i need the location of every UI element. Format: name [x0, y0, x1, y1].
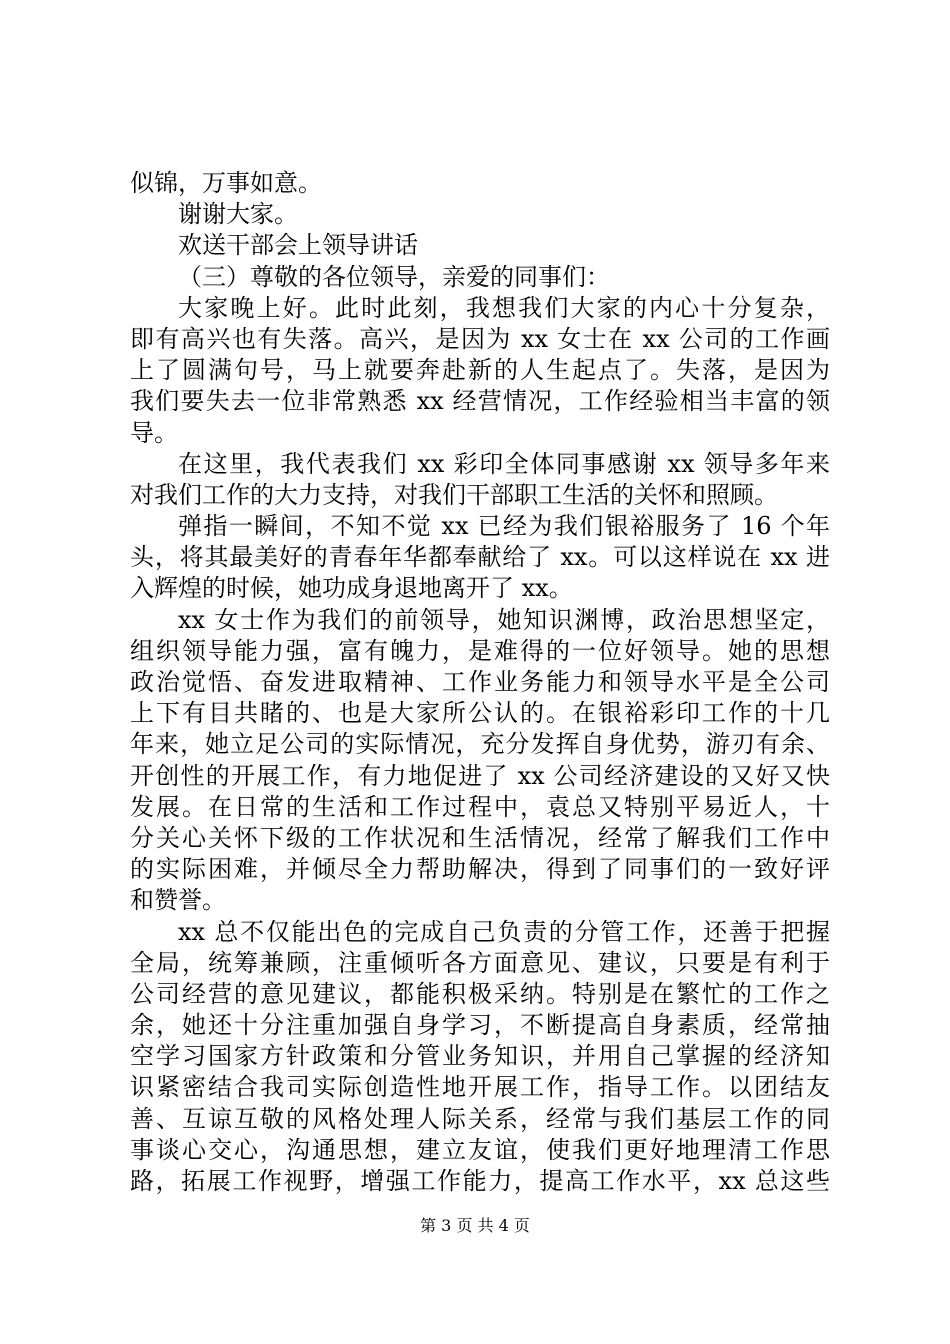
text-line: 似锦，万事如意。: [130, 169, 322, 197]
text-line: 分关心关怀下级的工作状况和生活情况，经常了解我们工作中: [130, 823, 830, 852]
text-line: 公司经营的意见建议，都能积极采纳。特别是在繁忙的工作之: [130, 979, 830, 1008]
text-line: 年来，她立足公司的实际情况，充分发挥自身优势，游刃有余、: [130, 730, 830, 759]
text-line: xx 总不仅能出色的完成自己负责的分管工作，还善于把握: [178, 917, 830, 946]
text-line: 余，她还十分注重加强自身学习，不断提高自身素质，经常抽: [130, 1011, 830, 1040]
text-line: 政治觉悟、奋发进取精神、工作业务能力和领导水平是全公司: [130, 668, 830, 696]
text-line: 导。: [130, 418, 178, 447]
text-line: 开创性的开展工作，有力地促进了 xx 公司经济建设的又好又快: [130, 761, 830, 790]
text-line: 空学习国家方针政策和分管业务知识，并用自己掌握的经济知: [130, 1042, 830, 1071]
text-line: 对我们工作的大力支持，对我们干部职工生活的关怀和照顾。: [130, 480, 778, 509]
text-line: （三）尊敬的各位领导，亲爱的同事们：: [178, 262, 610, 291]
text-line: 组织领导能力强，富有魄力，是难得的一位好领导。她的思想: [130, 636, 830, 665]
text-line: 的实际困难，并倾尽全力帮助解决，得到了同事们的一致好评: [130, 855, 830, 884]
text-line: 事谈心交心，沟通思想，建立友谊，使我们更好地理清工作思: [130, 1135, 830, 1164]
text-line: 全局，统筹兼顾，注重倾听各方面意见、建议，只要是有利于: [130, 948, 830, 977]
page-footer: 第 3 页 共 4 页: [420, 1216, 530, 1235]
text-line: 欢送干部会上领导讲话: [178, 231, 418, 260]
text-line: 上了圆满句号，马上就要奔赴新的人生起点了。失落，是因为: [130, 356, 830, 385]
text-line: 发展。在日常的生活和工作过程中，袁总又特别平易近人，十: [130, 792, 830, 821]
text-line: 即有高兴也有失落。高兴，是因为 xx 女士在 xx 公司的工作画: [130, 324, 830, 353]
text-line: 和赞誉。: [130, 886, 226, 915]
text-line: 识紧密结合我司实际创造性地开展工作，指导工作。以团结友: [130, 1073, 830, 1102]
text-line: 在这里，我代表我们 xx 彩印全体同事感谢 xx 领导多年来: [178, 449, 830, 478]
document-body: [130, 168, 830, 1197]
text-line: 头，将其最美好的青春年华都奉献给了 xx。可以这样说在 xx 进: [130, 543, 830, 572]
text-line: 上下有目共睹的、也是大家所公认的。在银裕彩印工作的十几: [130, 699, 830, 728]
text-line: 弹指一瞬间，不知不觉 xx 已经为我们银裕服务了 16 个年: [178, 512, 830, 541]
text-line: 入辉煌的时候，她功成身退地离开了 xx。: [130, 574, 573, 603]
text-line: 路，拓展工作视野，增强工作能力，提高工作水平，xx 总这些: [130, 1167, 830, 1195]
text-line: 谢谢大家。: [178, 200, 298, 229]
text-line: 大家晚上好。此时此刻，我想我们大家的内心十分复杂，: [178, 293, 830, 322]
text-line: xx 女士作为我们的前领导，她知识渊博，政治思想坚定，: [178, 605, 830, 634]
text-line: 我们要失去一位非常熟悉 xx 经营情况，工作经验相当丰富的领: [130, 387, 830, 416]
text-line: 善、互谅互敬的风格处理人际关系，经常与我们基层工作的同: [130, 1104, 830, 1133]
